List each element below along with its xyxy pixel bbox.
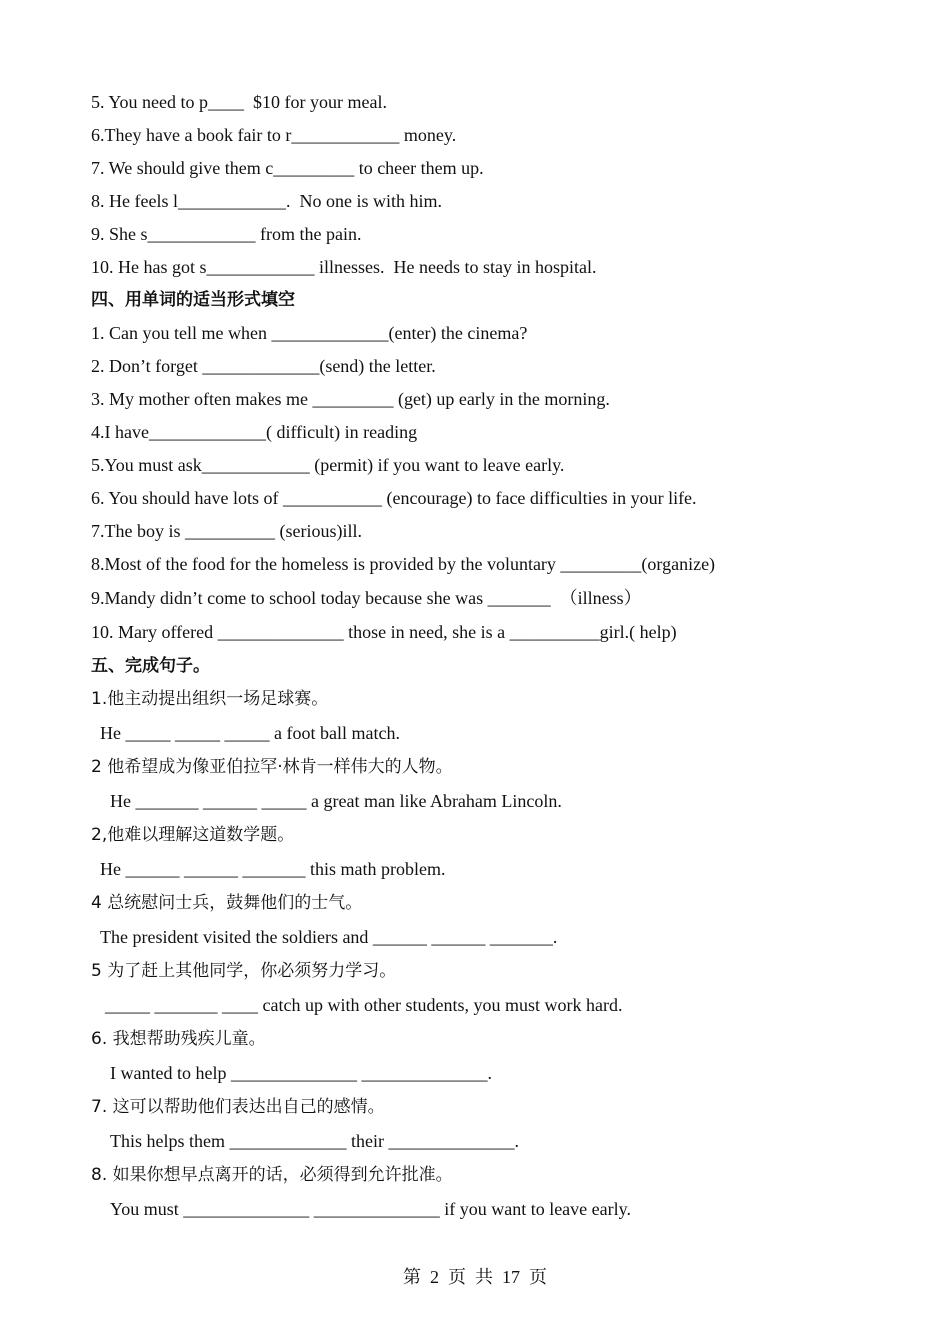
exercise-line: 6. You should have lots of ___________ (encourage) to face difficulties in your life. <box>91 488 697 508</box>
chinese-prompt: 1.他主动提出组织一场足球赛。 <box>91 689 329 709</box>
exercise-line: 8. He feels l____________. No one is with him. <box>91 191 442 211</box>
exercise-line: 7. We should give them c_________ to cheer them up. <box>91 158 484 178</box>
exercise-line: 10. Mary offered ______________ those in need, she is a __________girl.( help) <box>91 622 677 642</box>
exercise-line: 8.Most of the food for the homeless is provided by the voluntary _________(organize) <box>91 554 716 574</box>
exercise-line: 6.They have a book fair to r____________ money. <box>91 125 457 145</box>
english-answer-line: He _______ ______ _____ a great man like Abraham Lincoln. <box>110 791 562 811</box>
chinese-prompt: 8. 如果你想早点离开的话，必须得到允许批准。 <box>91 1165 453 1185</box>
chinese-prompt: 4 总统慰问士兵，鼓舞他们的士气。 <box>91 893 363 913</box>
exercise-line: 4.I have_____________( difficult) in reading <box>91 422 418 442</box>
chinese-prompt: 5 为了赶上其他同学，你必须努力学习。 <box>91 961 397 981</box>
page-number-footer: 第 2 页 共 17 页 <box>403 1267 547 1287</box>
section-heading: 五、完成句子。 <box>91 656 210 676</box>
exercise-line: 5. You need to p____ $10 for your meal. <box>91 92 387 112</box>
chinese-prompt: 2,他难以理解这道数学题。 <box>91 825 295 845</box>
exercise-line: 9. She s____________ from the pain. <box>91 224 362 244</box>
english-answer-line: I wanted to help ______________ ______________. <box>110 1063 492 1083</box>
exercise-line: 9.Mandy didn’t come to school today because she was _______ （illness） <box>91 588 642 608</box>
exercise-line: 5.You must ask____________ (permit) if you want to leave early. <box>91 455 565 475</box>
chinese-prompt: 7. 这可以帮助他们表达出自己的感情。 <box>91 1097 385 1117</box>
exercise-line: 2. Don’t forget _____________(send) the letter. <box>91 356 436 376</box>
exercise-line: 7.The boy is __________ (serious)ill. <box>91 521 362 541</box>
english-answer-line: You must ______________ ______________ if you want to leave early. <box>110 1199 631 1219</box>
exercise-line: 10. He has got s____________ illnesses. He needs to stay in hospital. <box>91 257 597 277</box>
english-answer-line: The president visited the soldiers and ______ ______ _______. <box>100 927 558 947</box>
chinese-prompt: 6. 我想帮助残疾儿童。 <box>91 1029 266 1049</box>
exercise-line: 1. Can you tell me when _____________(enter) the cinema? <box>91 323 528 343</box>
english-answer-line: _____ _______ ____ catch up with other students, you must work hard. <box>105 995 623 1015</box>
english-answer-line: This helps them _____________ their ______________. <box>110 1131 519 1151</box>
english-answer-line: He ______ ______ _______ this math problem. <box>100 859 446 879</box>
section-heading: 四、用单词的适当形式填空 <box>91 290 295 310</box>
exercise-line: 3. My mother often makes me _________ (get) up early in the morning. <box>91 389 610 409</box>
english-answer-line: He _____ _____ _____ a foot ball match. <box>100 723 400 743</box>
chinese-prompt: 2 他希望成为像亚伯拉罕·林肯一样伟大的人物。 <box>91 757 453 777</box>
